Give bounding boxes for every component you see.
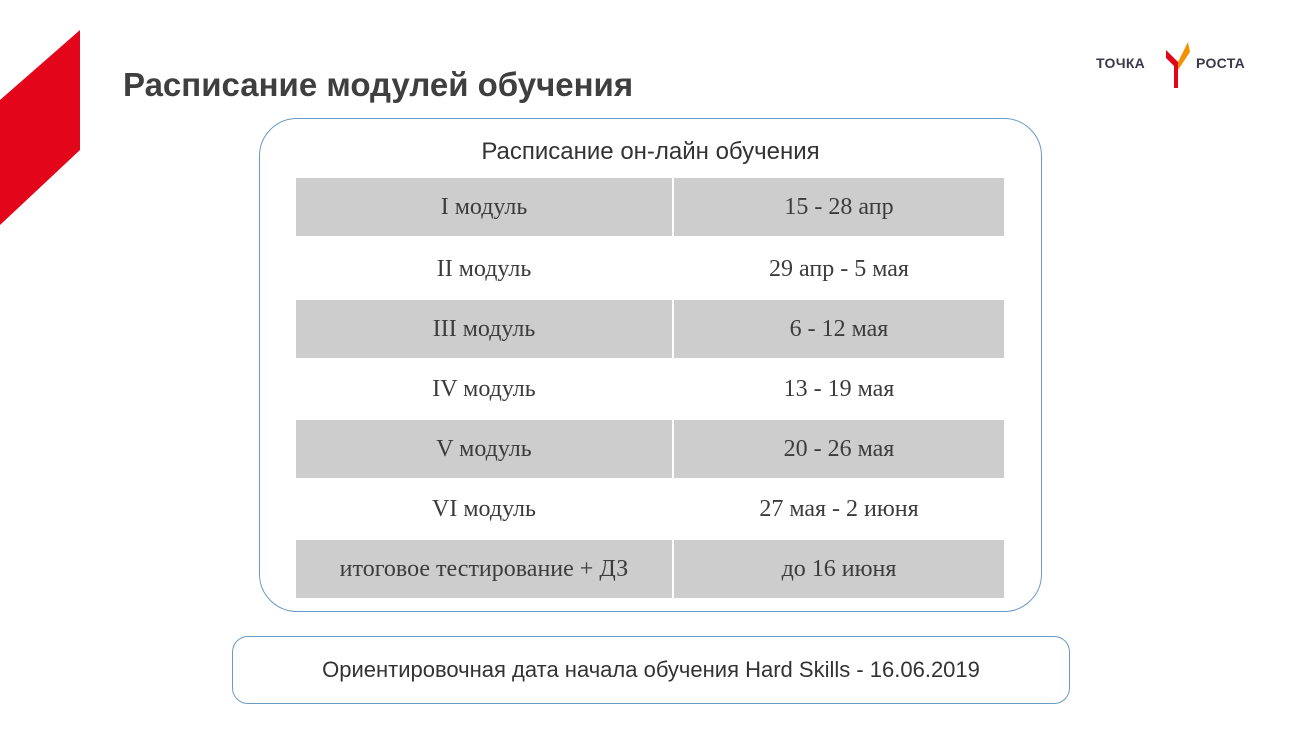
module-cell: VI модуль: [432, 495, 536, 522]
table-row: [296, 238, 1004, 298]
red-accent-shape: [0, 0, 120, 240]
module-cell: III модуль: [296, 300, 672, 358]
table-row: [296, 418, 1004, 478]
logo-word-left: ТОЧКА: [1096, 55, 1146, 71]
schedule-heading: Расписание он-лайн обучения: [481, 138, 820, 165]
dates-cell: 6 - 12 мая: [674, 300, 1004, 358]
table-row: [296, 538, 1004, 598]
module-cell: II модуль: [436, 255, 532, 282]
logo-word-right: РОСТА: [1196, 55, 1246, 71]
dates-cell: 29 апр - 5 мая: [769, 255, 909, 282]
dates-cell: 20 - 26 мая: [674, 420, 1004, 478]
module-cell: I модуль: [296, 178, 672, 236]
table-row: [296, 478, 1004, 538]
table-row: [296, 358, 1004, 418]
tochka-rosta-logo: [1096, 40, 1266, 90]
table-row: [296, 178, 1004, 238]
module-cell: IV модуль: [432, 375, 536, 402]
module-cell: итоговое тестирование + ДЗ: [296, 540, 672, 598]
dates-cell: 13 - 19 мая: [783, 375, 895, 402]
dates-cell: до 16 июня: [674, 540, 1004, 598]
dates-cell: 27 мая - 2 июня: [759, 495, 919, 522]
schedule-table: [296, 178, 1004, 598]
logo-mark-icon: [1162, 40, 1192, 90]
start-date-note: Ориентировочная дата начала обучения Hard Skills - 16.06.2019: [232, 636, 1070, 704]
table-row: [296, 298, 1004, 358]
dates-cell: 15 - 28 апр: [674, 178, 1004, 236]
module-cell: V модуль: [296, 420, 672, 478]
slide-title: Расписание модулей обучения: [123, 66, 634, 103]
